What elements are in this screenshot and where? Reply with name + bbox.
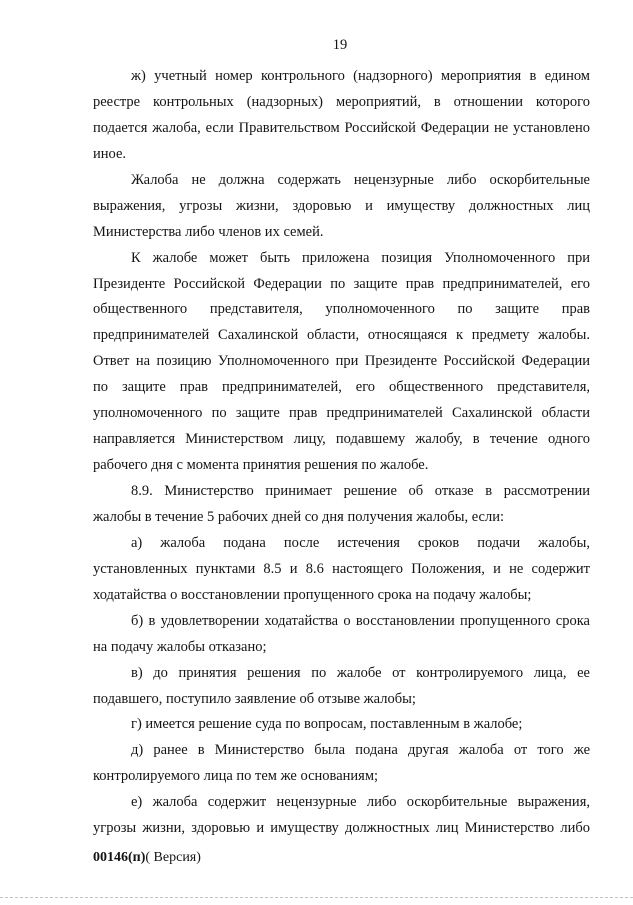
document-code: 00146(п) <box>93 850 146 865</box>
paragraph-complaint-content <box>93 168 590 246</box>
text-line: ж) учетный номер контрольного (надзорного) мероприятия в едином <box>131 68 590 84</box>
paragraph-item-d <box>93 738 590 790</box>
text-line: выражения, угрозы жизни, здоровью и имуществу должностных лиц <box>93 197 590 214</box>
paragraph-ombudsman-position <box>93 246 590 479</box>
text-line: установленных пунктами 8.5 и 8.6 настоящего Положения, и не содержит <box>93 560 590 577</box>
version-label: ( Версия) <box>145 850 201 865</box>
text-line: реестре контрольных (надзорных) мероприятий, в отношении которого <box>93 93 590 110</box>
text-line: угрозы жизни, здоровью и имуществу должностных лиц Министерство либо <box>93 820 590 837</box>
paragraph-section-8-9 <box>93 479 590 531</box>
document-body <box>93 64 590 842</box>
text-line: К жалобе может быть приложена позиция Уполномоченного при <box>131 249 590 266</box>
text-line: по защите прав предпринимателей, его общественного представителя, <box>93 379 590 396</box>
text-line: контролируемого лица по тем же основаниям; <box>93 768 379 785</box>
text-line: Ответ на позицию Уполномоченного при Президенте Российской Федерации <box>93 353 590 370</box>
scan-edge-line <box>0 897 633 898</box>
paragraph-item-v <box>93 661 590 713</box>
text-line: д) ранее в Министерство была подана другая жалоба от того же <box>131 742 590 759</box>
text-line: предпринимателей Сахалинской области, относящаяся к предмету жалобы. <box>93 327 590 344</box>
text-line: рабочего дня с момента принятия решения по жалобе. <box>93 457 429 474</box>
text-line: Жалоба не должна содержать нецензурные либо оскорбительные <box>131 171 590 188</box>
text-line: направляется Министерством лицу, подавшему жалобу, в течение одного <box>93 431 590 448</box>
text-line: 8.9. Министерство принимает решение об отказе в рассмотрении <box>131 483 590 499</box>
text-line: Президенте Российской Федерации по защите прав предпринимателей, его <box>93 275 590 292</box>
document-footer <box>93 849 201 867</box>
text-line: подается жалоба, если Правительством Российской Федерации не установлено <box>93 119 590 136</box>
paragraph-item-zh <box>93 64 590 168</box>
text-line: общественного представителя, уполномоченного по защите прав <box>93 301 590 318</box>
text-line: ходатайства о восстановлении пропущенного срока на подачу жалобы; <box>93 586 532 603</box>
text-line: Министерства либо членов их семей. <box>93 223 324 240</box>
text-line: уполномоченного по защите прав предпринимателей Сахалинской области <box>93 405 590 422</box>
text-line: подавшего, поступило заявление об отзыве жалобы; <box>93 690 416 707</box>
text-line: иное. <box>93 145 127 162</box>
text-line: жалобы в течение 5 рабочих дней со дня получения жалобы, если: <box>93 508 504 525</box>
paragraph-item-g <box>93 712 590 738</box>
paragraph-item-a <box>93 531 590 609</box>
paragraph-item-b <box>93 609 590 661</box>
text-line: б) в удовлетворении ходатайства о восстановлении пропущенного срока <box>131 612 590 629</box>
text-line: г) имеется решение суда по вопросам, поставленным в жалобе; <box>131 716 523 733</box>
text-line: в) до принятия решения по жалобе от контролируемого лица, ее <box>131 664 590 681</box>
paragraph-item-e <box>93 790 590 842</box>
text-line: а) жалоба подана после истечения сроков подачи жалобы, <box>131 534 590 551</box>
page-number: 19 <box>332 37 348 53</box>
text-line: на подачу жалобы отказано; <box>93 638 267 655</box>
text-line: е) жалоба содержит нецензурные либо оскорбительные выражения, <box>131 794 590 811</box>
